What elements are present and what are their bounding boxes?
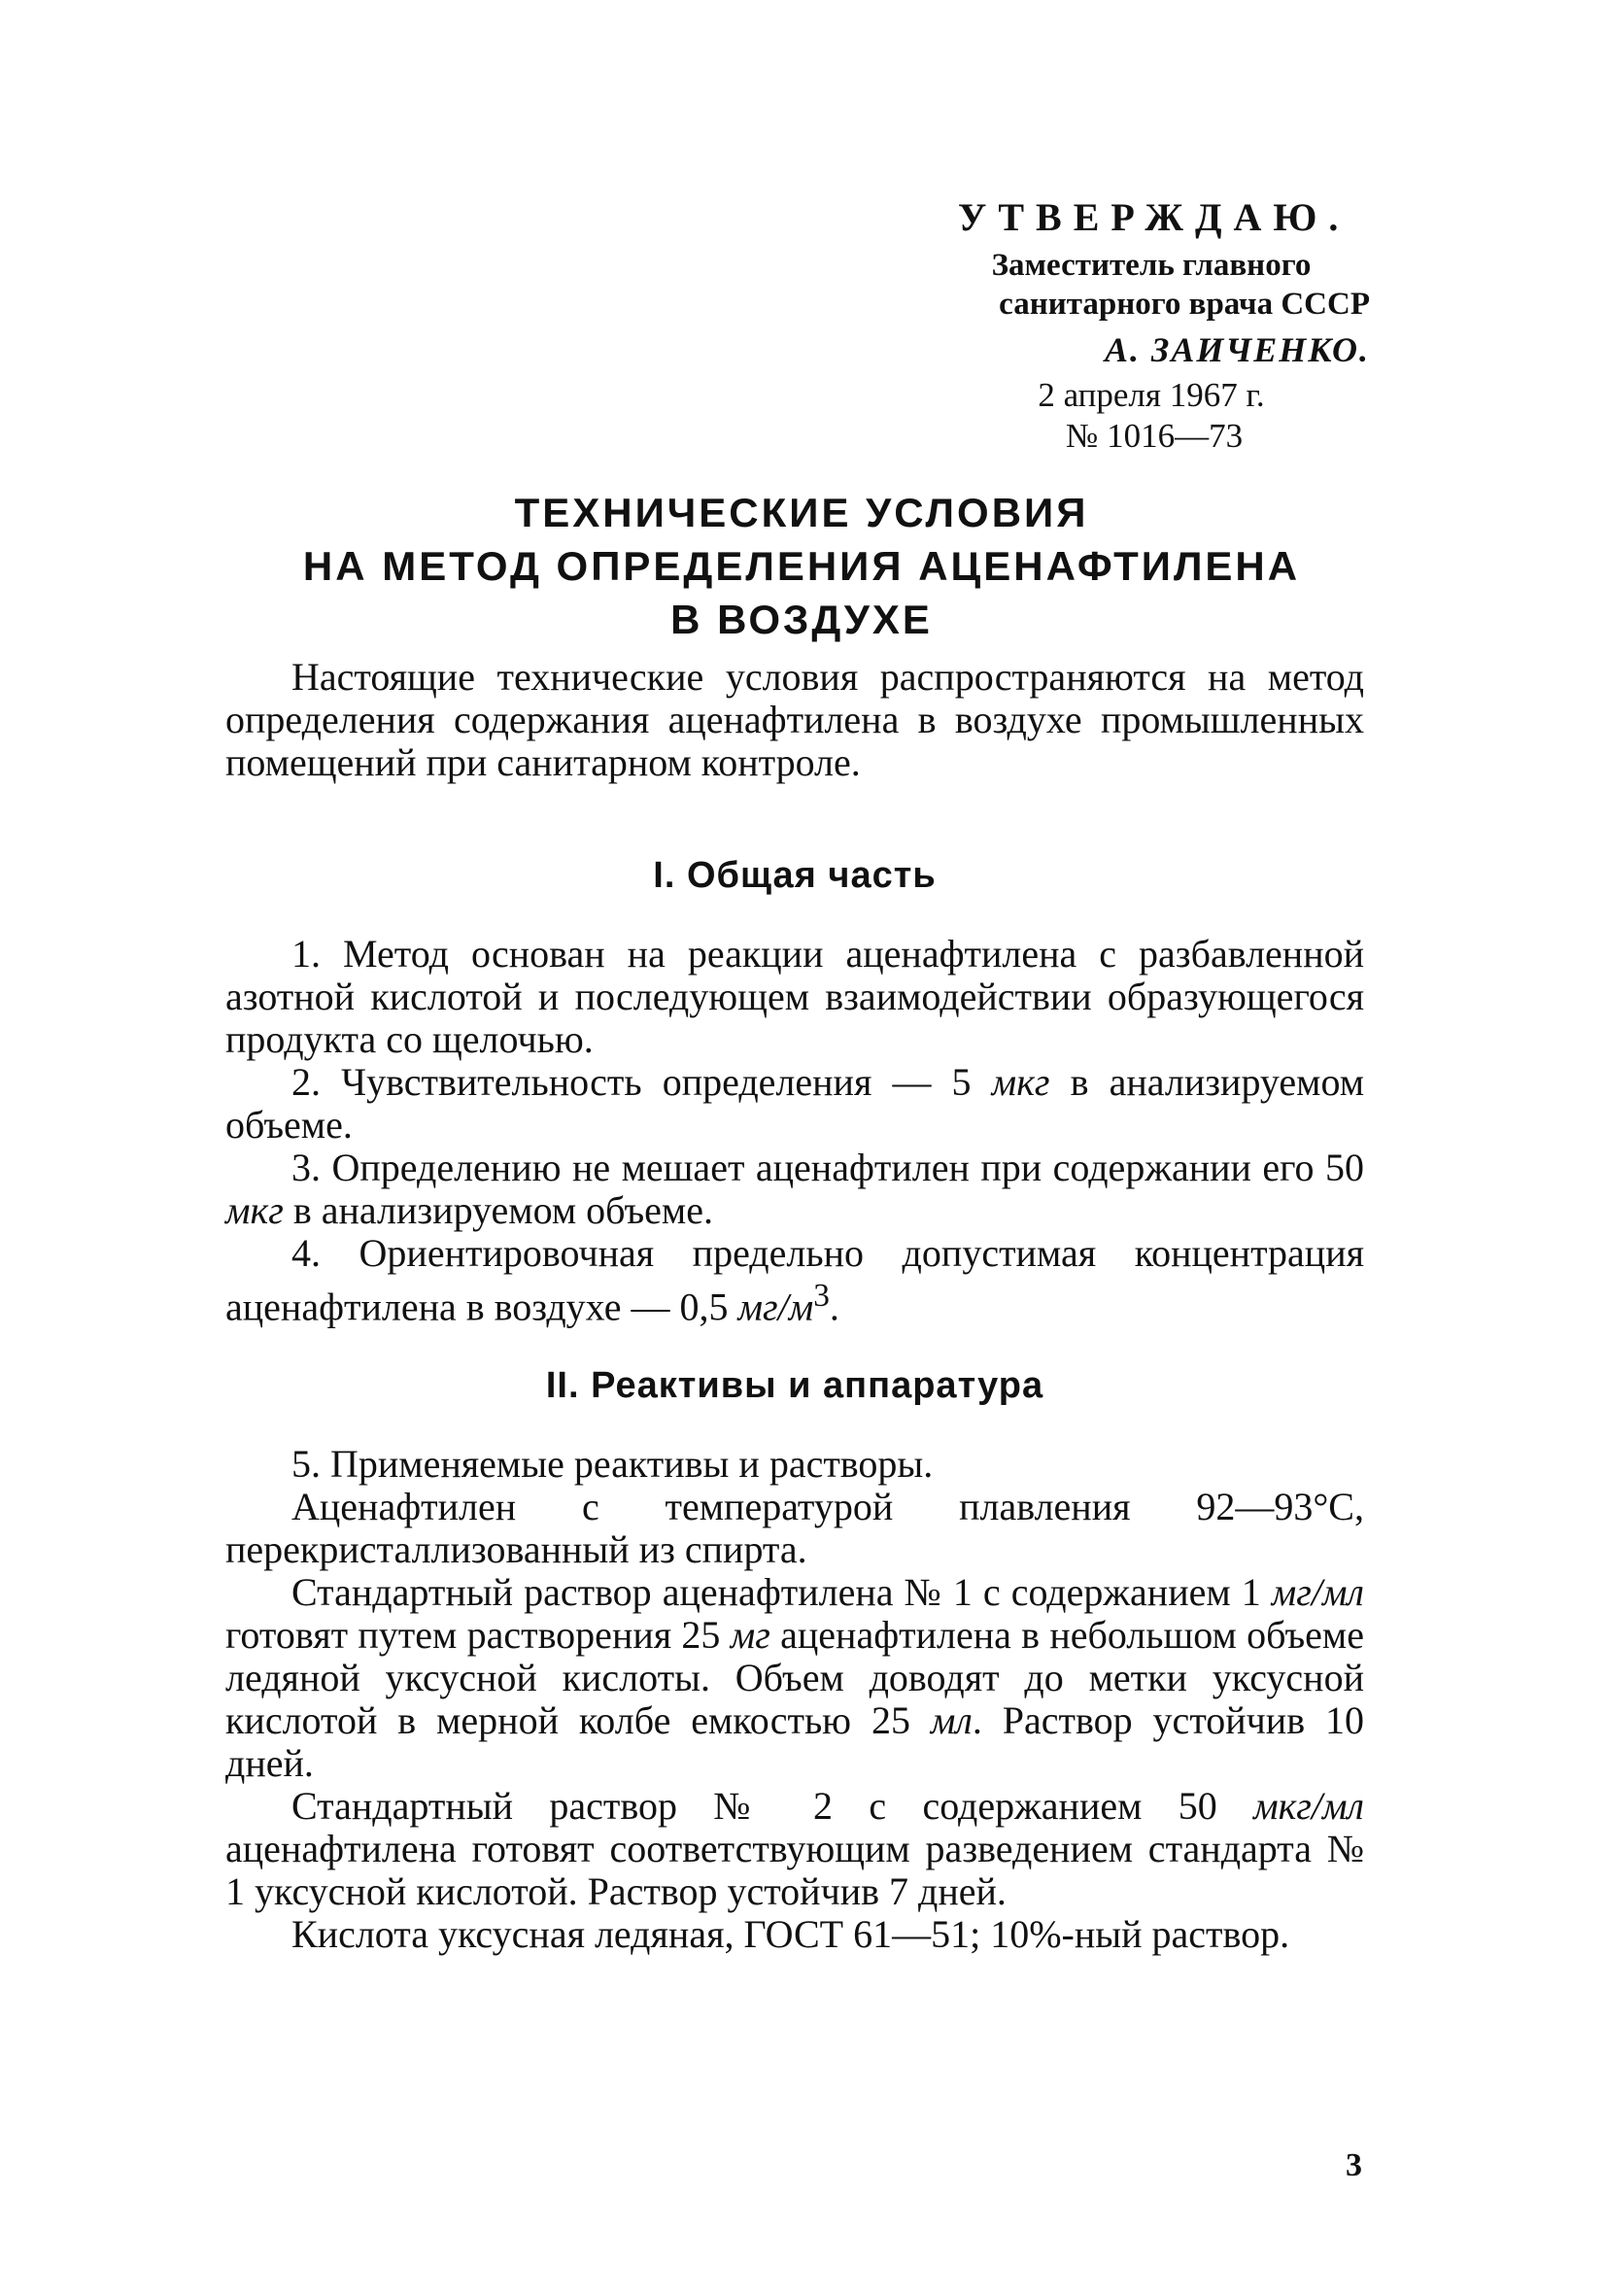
unit-span: мкг <box>991 1060 1050 1104</box>
approval-position-line1: Заместитель главного <box>991 248 1312 283</box>
intro-paragraph: Настоящие технические условия распространяются на метод определения содержания аценафтилена в воздухе промышленных помещений при санитарном контроле. <box>225 655 1364 784</box>
text-span: готовят путем растворения 25 <box>225 1613 731 1657</box>
section-1-item-4 <box>225 1232 1364 1328</box>
text-span: 2. Чувствительность определения — 5 <box>291 1060 992 1104</box>
unit-span: мкг <box>225 1188 284 1232</box>
unit-span: мкг/мл <box>1253 1784 1364 1828</box>
section-2-item-5: 5. Применяемые реактивы и растворы. <box>291 1442 934 1486</box>
section-2-acenaphthylene: Аценафтилен с температурой плавления 92—93°С, перекристаллизованный из спирта. <box>225 1485 1364 1571</box>
section-2-standard-solution-2 <box>225 1785 1364 1913</box>
section-1-item-1: 1. Метод основан на реакции аценафтилена с разбавленной азотной кислотой и последующем взаимодействии образующегося продукта со щелочью. <box>225 932 1364 1061</box>
approval-number: № 1016—73 <box>1065 417 1244 456</box>
document-title <box>223 486 1380 646</box>
title-line-1: ТЕХНИЧЕСКИЕ УСЛОВИЯ <box>514 490 1089 535</box>
unit-span: мг/м <box>737 1285 814 1329</box>
section-2-standard-solution-1 <box>225 1571 1364 1785</box>
text-span: . <box>829 1285 839 1329</box>
intro-paragraph-block <box>225 656 1364 784</box>
section-2-acetic-acid: Кислота уксусная ледяная, ГОСТ 61—51; 10%-ный раствор. <box>291 1912 1290 1956</box>
title-line-3: В ВОЗДУХЕ <box>670 597 933 642</box>
title-line-2: НА МЕТОД ОПРЕДЕЛЕНИЯ АЦЕНАФТИЛЕНА <box>302 543 1301 589</box>
section-1-heading: I. Общая часть <box>653 855 937 896</box>
text-span: аценафтилена в небольшом объеме ледяной уксусной кислоты. Объем доводят до метки уксусной кислотой в мерной колбе емкостью 25 <box>225 1613 1364 1742</box>
text-span: Стандартный раствор аценафтилена № 1 с содержанием 1 <box>291 1570 1272 1614</box>
section-1-item-2 <box>225 1061 1364 1147</box>
text-span: 4. Ориентировочная предельно допустимая концентрация аценафтилена в воздухе — 0,5 <box>225 1231 1364 1329</box>
approval-position-line2: санитарного врача СССР <box>999 286 1370 322</box>
approval-word: УТВЕРЖДАЮ. <box>958 195 1350 239</box>
section-2-heading: II. Реактивы и аппаратура <box>545 1365 1044 1406</box>
approval-date: 2 апреля 1967 г. <box>1038 376 1265 415</box>
unit-span: мг/мл <box>1271 1570 1364 1614</box>
section-1-body <box>225 933 1364 1328</box>
approval-block <box>933 194 1370 457</box>
text-span: . Раствор устойчив 10 дней. <box>225 1698 1365 1785</box>
page-number: 3 <box>1346 2147 1362 2183</box>
unit-span: мг <box>730 1613 770 1657</box>
section-2-body <box>225 1443 1364 1956</box>
text-span: 3. Определению не мешает аценафтилен при содержании его 50 <box>291 1146 1364 1189</box>
text-span: Стандартный раствор № 2 с содержанием 50 <box>291 1784 1254 1828</box>
text-span: в анализируемом объеме. <box>225 1060 1365 1147</box>
text-span: аценафтилена готовят соответствующим разведением стандарта № 1 уксусной кислотой. Раствор устойчив 7 дней. <box>225 1827 1364 1913</box>
text-span: в анализируемом объеме. <box>283 1188 713 1232</box>
approval-signatory: А. ЗАИЧЕНКО. <box>1104 330 1370 370</box>
superscript: 3 <box>813 1278 830 1314</box>
section-1-item-3 <box>225 1147 1364 1232</box>
unit-span: мл <box>930 1698 973 1742</box>
